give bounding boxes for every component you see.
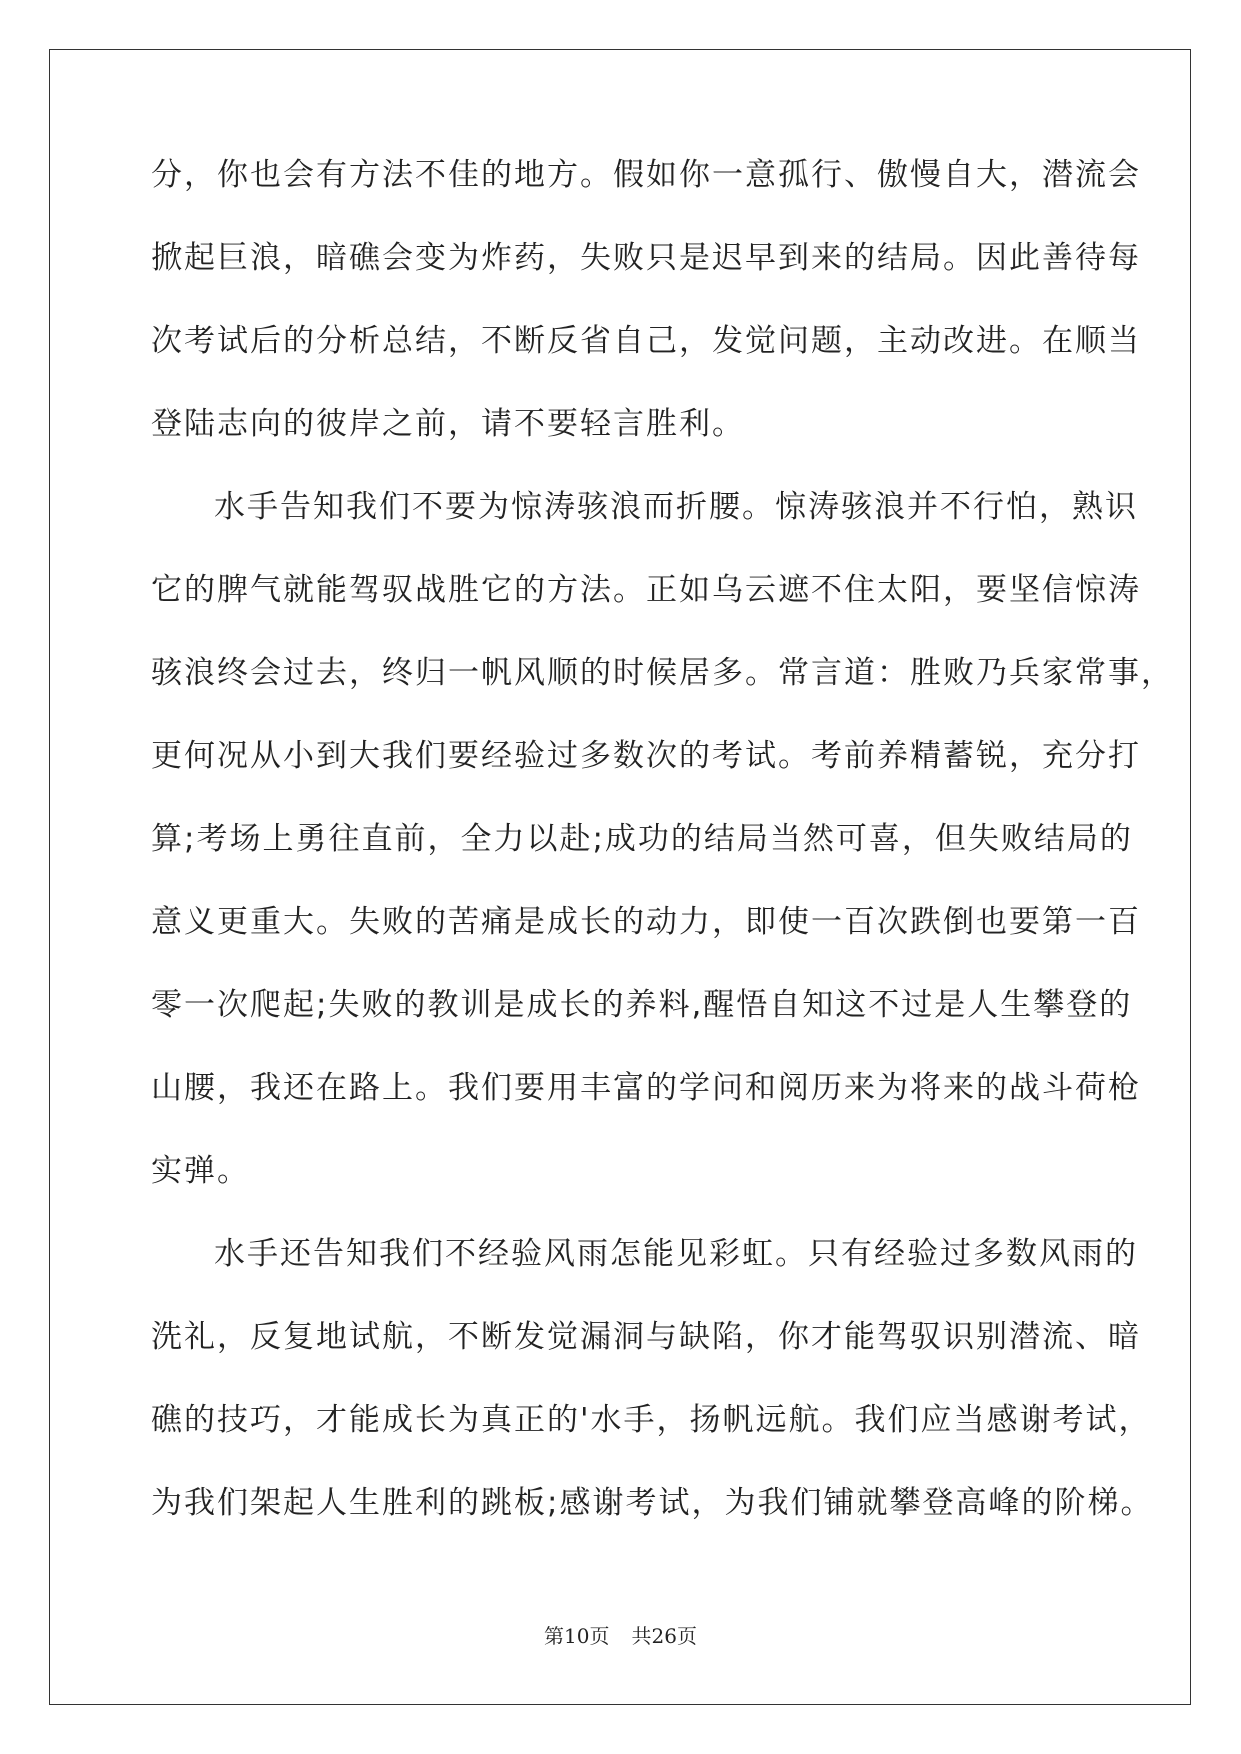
- text-line: 骇浪终会过去，终归一帆风顺的时候居多。常言道：胜败乃兵家常事，: [151, 655, 1174, 691]
- text-line: 算;考场上勇往直前，全力以赴;成功的结局当然可喜，但失败结局的: [151, 821, 1133, 857]
- page-number: 第10页: [544, 1624, 610, 1648]
- text-line: 次考试后的分析总结，不断反省自己，发觉问题，主动改进。在顺当: [151, 323, 1141, 359]
- text-line: 掀起巨浪，暗礁会变为炸药，失败只是迟早到来的结局。因此善待每: [151, 240, 1141, 276]
- text-line: 为我们架起人生胜利的跳板;感谢考试，为我们铺就攀登高峰的阶梯。: [151, 1485, 1154, 1521]
- text-line: 山腰，我还在路上。我们要用丰富的学问和阅历来为将来的战斗荷枪: [151, 1070, 1141, 1106]
- text-line: 登陆志向的彼岸之前，请不要轻言胜利。: [151, 406, 745, 442]
- text-line: 礁的技巧，才能成长为真正的'水手，扬帆远航。我们应当感谢考试，: [151, 1402, 1152, 1438]
- text-line: 洗礼，反复地试航，不断发觉漏洞与缺陷，你才能驾驭识别潜流、暗: [151, 1319, 1141, 1355]
- page-footer: [0, 1620, 1241, 1649]
- text-line: 它的脾气就能驾驭战胜它的方法。正如乌云遮不住太阳，要坚信惊涛: [151, 572, 1141, 608]
- text-line: 更何况从小到大我们要经验过多数次的考试。考前养精蓄锐，充分打: [151, 738, 1141, 774]
- paragraph-start-line: 水手还告知我们不经验风雨怎能见彩虹。只有经验过多数风雨的: [214, 1236, 1138, 1272]
- document-body: [151, 155, 1174, 1566]
- text-line: 分，你也会有方法不佳的地方。假如你一意孤行、傲慢自大，潜流会: [151, 157, 1141, 193]
- text-line: 零一次爬起;失败的教训是成长的养料,醒悟自知这不过是人生攀登的: [151, 987, 1133, 1023]
- paragraph-start-line: 水手告知我们不要为惊涛骇浪而折腰。惊涛骇浪并不行怕，熟识: [214, 489, 1138, 525]
- text-line: 实弹。: [151, 1153, 250, 1189]
- text-line: 意义更重大。失败的苦痛是成长的动力，即使一百次跌倒也要第一百: [151, 904, 1141, 940]
- page-total: 共26页: [631, 1624, 697, 1648]
